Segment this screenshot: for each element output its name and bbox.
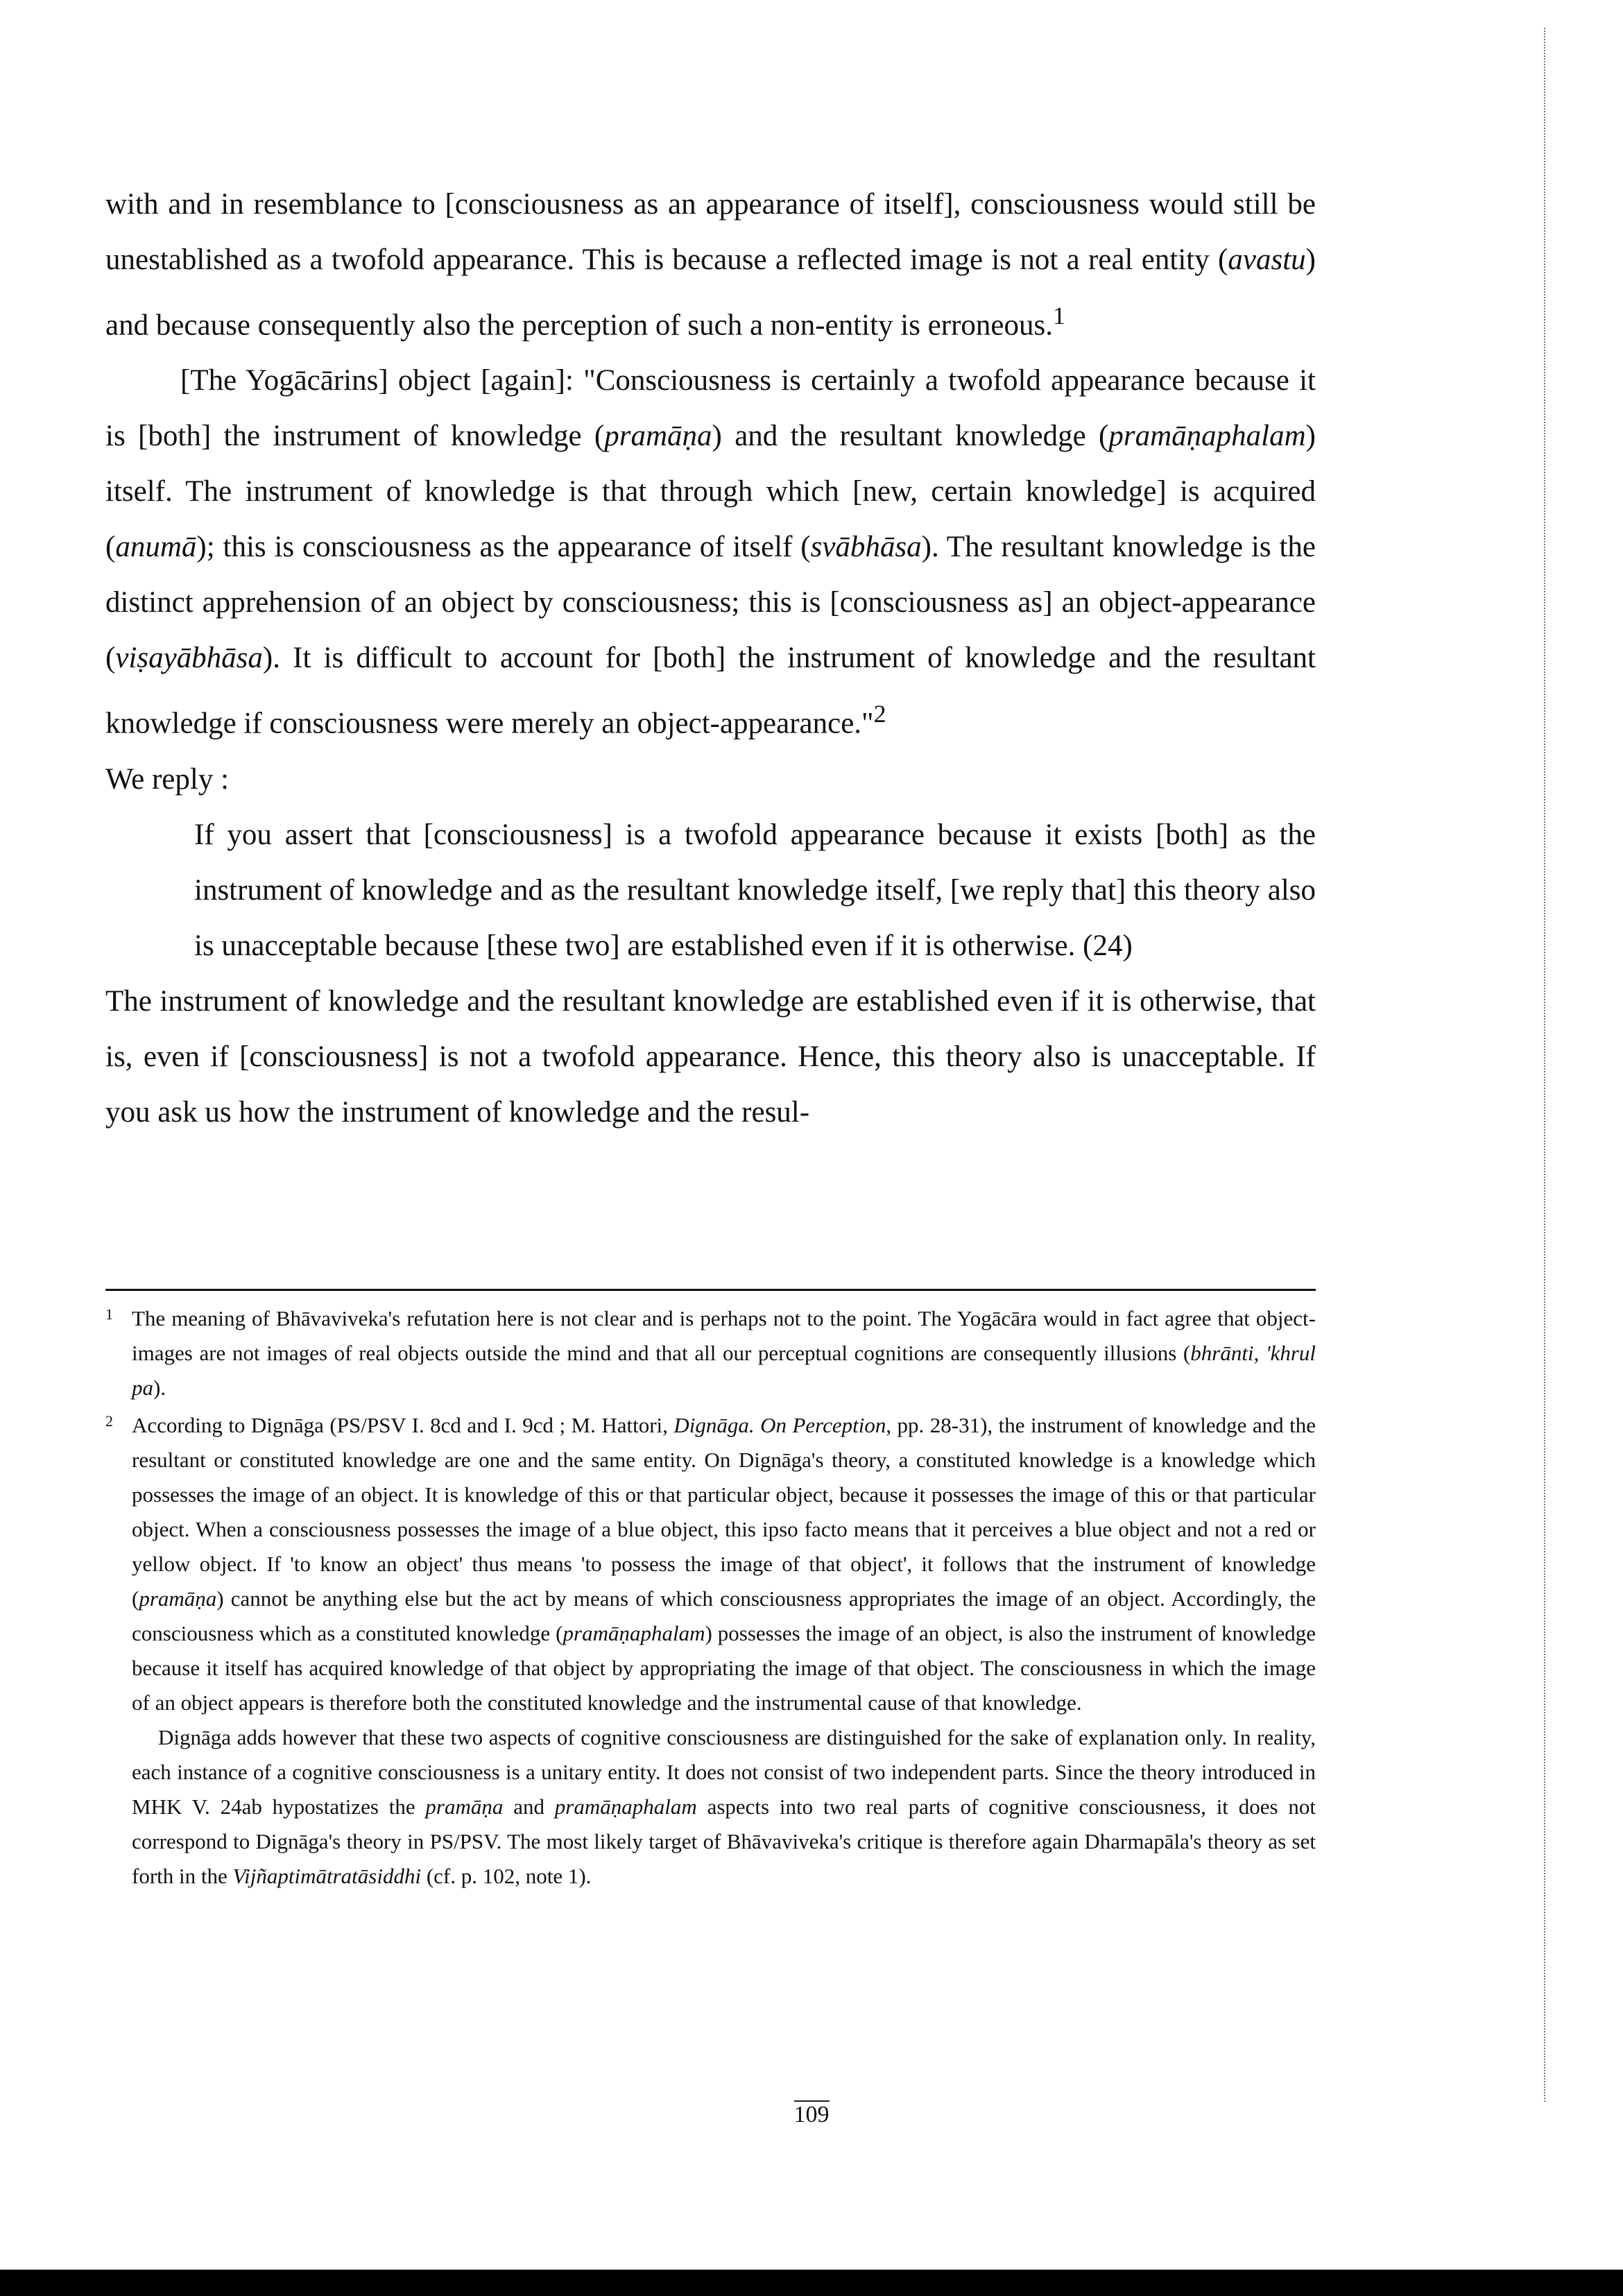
footnote-ref-2: 2 bbox=[873, 700, 886, 728]
reply-line: We reply : bbox=[105, 762, 230, 796]
paragraph-1: with and in resemblance to [consciousness as an appearance of itself], consciousness would still be unestablished as a twofold appearance. This is because a reflected image is not a real entity (avastu) and because consequently also the perception of such a non-entity is erroneous.$^1$ bbox=[105, 188, 1316, 342]
main-body-text bbox=[105, 177, 1316, 1140]
term-pramana: pramāṇa bbox=[604, 420, 712, 453]
term-svabhasa: svābhāsa bbox=[810, 531, 922, 564]
footnote-marker-2: 2 bbox=[105, 1412, 113, 1430]
book-title-vijnapti: Vijñaptimātratāsiddhi bbox=[232, 1864, 422, 1888]
footnote-marker-1: 1 bbox=[105, 1305, 113, 1323]
footnote-2 bbox=[105, 1408, 1316, 1894]
page-number-text: 109 bbox=[793, 2102, 830, 2127]
scan-edge-mark bbox=[1544, 28, 1545, 2102]
term-pramanaphalam: pramāṇaphalam bbox=[1108, 420, 1306, 453]
book-title-dignaga: Dignāga. On Perception bbox=[673, 1413, 886, 1437]
footnote-divider bbox=[105, 1289, 1316, 1291]
footnote-1: 1 The meaning of Bhāvaviveka's refutation here is not clear and is perhaps not to the point. The Yogācāra would in fact agree that object-images are not images of real objects outside the mind and that all our perceptual cognitions are consequently illusions (bhrānti, 'khrul pa). bbox=[105, 1301, 1316, 1405]
paragraph-3: The instrument of knowledge and the resultant knowledge are established even if it is otherwise, that is, even if [consciousness] is not a twofold appearance. Hence, this theory also is unacceptable. If you ask us how the instrument of knowledge and the resul- bbox=[105, 984, 1316, 1129]
verse-quote: If you assert that [consciousness] is a twofold appearance because it exists [both] as the instrument of knowledge and as the resultant knowledge itself, [we reply that] this theory also is unacceptable because [these two] are established even if it is otherwise. (24) bbox=[194, 818, 1316, 962]
scan-bottom-bar bbox=[0, 2270, 1623, 2296]
term-avastu: avastu bbox=[1228, 243, 1306, 276]
term-anuma: anumā bbox=[115, 531, 197, 564]
footnote-2-para-2: Dignāga adds however that these two aspects of cognitive consciousness are distinguished for the sake of explanation only. In reality, each instance of a cognitive consciousness is a unitary entity. It does not consist of two independent parts. Since the theory introduced in MHK V. 24ab hypostatizes the pramāṇa and pramāṇaphalam aspects into two real parts of cognitive consciousness, it does not correspond to Dignāga's theory in PS/PSV. The most likely target of Bhāvaviveka's critique is therefore again Dharmapāla's theory as set forth in the Vijñaptimātratāsiddhi (cf. p. 102, note 1). bbox=[132, 1725, 1316, 1888]
term-bhranti: bhrānti, 'khrul pa bbox=[132, 1341, 1316, 1400]
paragraph-2: [The Yogācārins] object [again]: "Consciousness is certainly a twofold appearance because it is [both] the instrument of knowledge (pramāṇa) and the resultant knowledge (pramāṇaphalam) itself. The instrument of knowledge is that through which [new, certain knowledge] is acquired (anumā); this is consciousness as the appearance of itself (svābhāsa). The resultant knowledge is the distinct apprehension of an object by consciousness; this is [consciousness as] an object-appearance (viṣayābhāsa). It is difficult to account for [both] the instrument of knowledge and the resultant knowledge if consciousness were merely an object-appearance."$^2$ bbox=[105, 364, 1316, 740]
term-visayabhasa: viṣayābhāsa bbox=[115, 642, 263, 675]
footnote-2-para-1: According to Dignāga (PS/PSV I. 8cd and I. 9cd ; M. Hattori, Dignāga. On Perception, pp. 28-31), the instrument of knowledge and the resultant or constituted knowledge are one and the same entity. On Dignāga's theory, a constituted knowledge is a knowledge which possesses the image of an object. It is knowledge of this or that particular object, because it possesses the image of this or that particular object. When a consciousness possesses the image of a blue object, this ipso facto means that it perceives a blue object and not a red or yellow object. If 'to know an object' thus means 'to possess the image of that object', it follows that the instrument of knowledge (pramāṇa) cannot be anything else but the act by means of which consciousness appropriates the image of an object. Accordingly, the consciousness which as a constituted knowledge (pramāṇaphalam) possesses the image of an object, is also the instrument of knowledge because it itself has acquired knowledge of that object by appropriating the image of that object. The consciousness in which the image of an object appears is therefore both the constituted knowledge and the instrumental cause of that knowledge. bbox=[132, 1413, 1316, 1715]
footnote-ref-1: 1 bbox=[1053, 302, 1065, 329]
page-number bbox=[0, 2100, 1623, 2128]
footnotes bbox=[105, 1301, 1316, 1896]
